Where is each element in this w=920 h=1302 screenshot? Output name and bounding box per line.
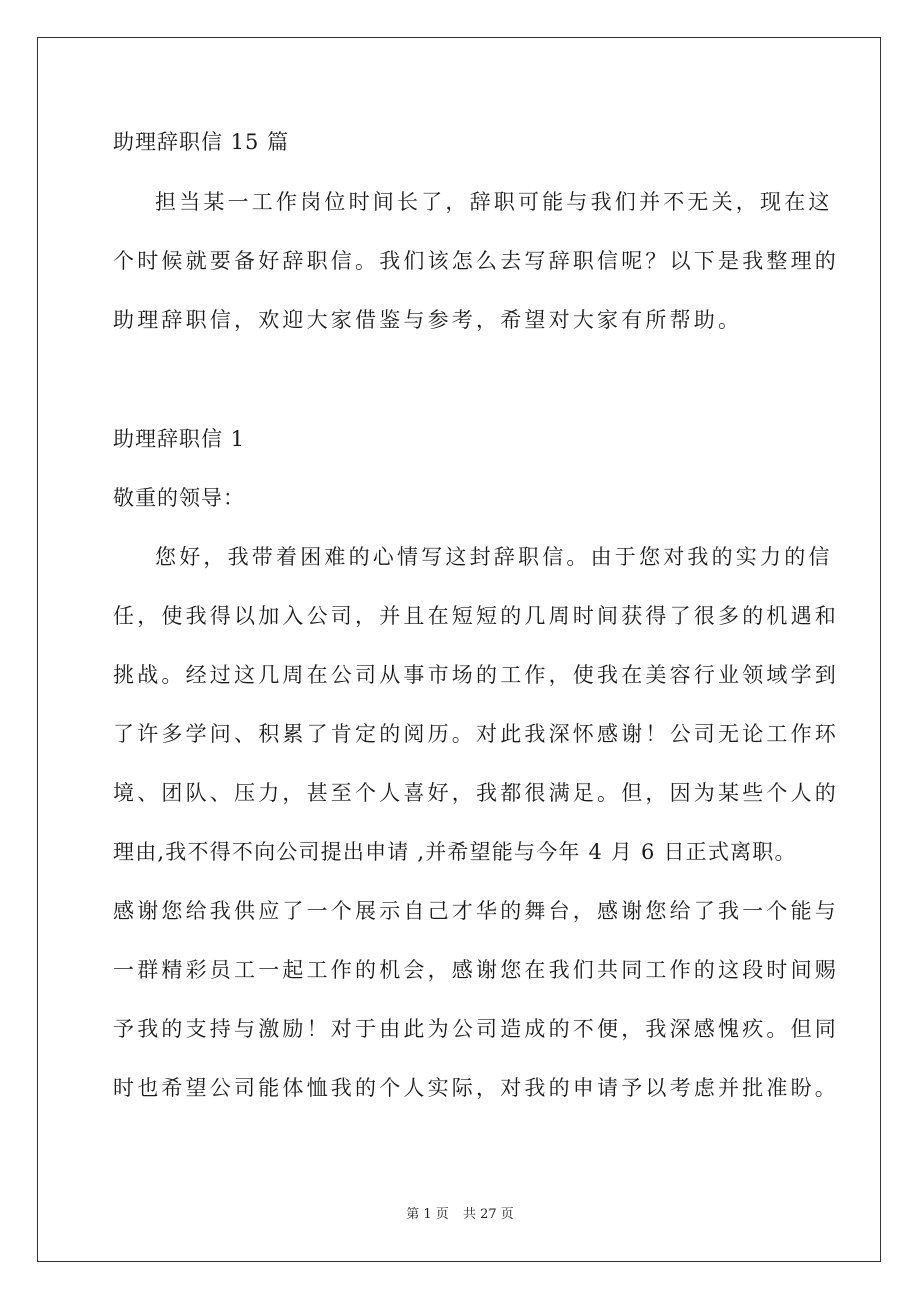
document-title: 助理辞职信 15 篇 (113, 130, 290, 154)
salutation: 敬重的领导： (113, 486, 245, 510)
body-line: 挑战。经过这几周在公司从事市场的工作，使我在美容行业领域学到 (113, 663, 839, 687)
page-number: 第 1 页 (406, 1207, 449, 1222)
intro-line: 担当某一工作岗位时间长了，辞职可能与我们并不无关，现在这 (155, 190, 833, 214)
body-line: 了许多学问、积累了肯定的阅历。对此我深怀感谢！公司无论工作环 (113, 722, 839, 746)
intro-line: 助理辞职信，欢迎大家借鉴与参考，希望对大家有所帮助。 (113, 308, 743, 332)
intro-line: 个时候就要备好辞职信。我们该怎么去写辞职信呢？以下是我整理的 (113, 249, 839, 273)
body-line: 一群精彩员工一起工作的机会，感谢您在我们共同工作的这段时间赐 (113, 958, 839, 982)
page-count: 共 27 页 (462, 1207, 514, 1222)
body-line: 境、团队、压力，甚至个人喜好，我都很满足。但，因为某些个人的 (113, 781, 839, 805)
body-line: 予我的支持与激励！对于由此为公司造成的不便，我深感愧疚。但同 (113, 1017, 839, 1041)
body-line: 理由,我不得不向公司提出申请 ,并希望能与今年 4 月 6 日正式离职。 (113, 840, 797, 864)
body-line: 任，使我得以加入公司，并且在短短的几周时间获得了很多的机遇和 (113, 604, 839, 628)
body-line: 您好，我带着困难的心情写这封辞职信。由于您对我的实力的信 (155, 545, 833, 569)
body-line: 感谢您给我供应了一个展示自己才华的舞台，感谢您给了我一个能与 (113, 899, 839, 923)
page-footer (0, 1203, 920, 1222)
section-title: 助理辞职信 1 (113, 427, 246, 451)
body-line: 时也希望公司能体恤我的个人实际，对我的申请予以考虑并批准盼。 (113, 1076, 839, 1100)
